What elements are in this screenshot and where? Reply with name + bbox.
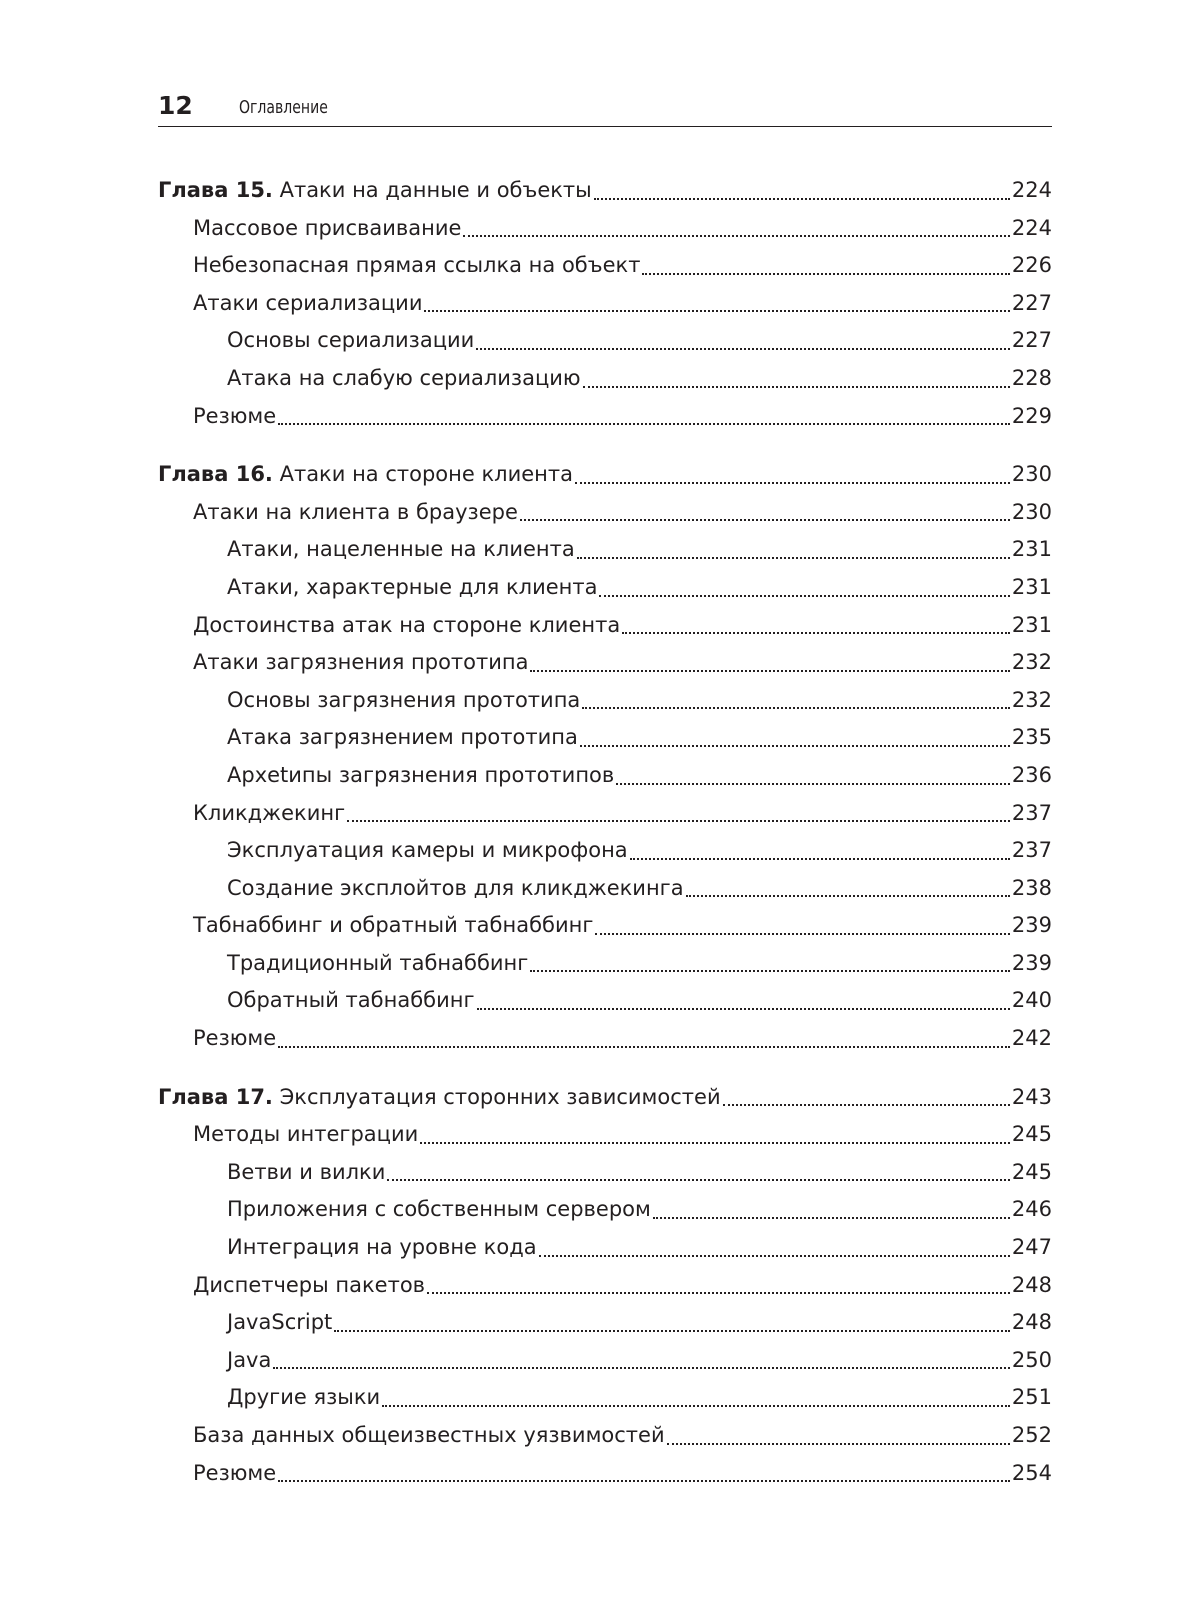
page-ref: 231: [1011, 612, 1052, 637]
page-ref: 236: [1011, 762, 1052, 787]
toc-subentry: [158, 1379, 1052, 1417]
chapter-17: [158, 1079, 1052, 1493]
dot-leader: [382, 1405, 1010, 1407]
toc-subentry: [158, 945, 1052, 983]
toc-entry: [158, 795, 1052, 833]
page-ref: 230: [1011, 499, 1052, 524]
dot-leader: [630, 858, 1010, 860]
page-ref: 254: [1011, 1460, 1052, 1485]
dot-leader: [530, 970, 1010, 972]
entry-title: Ветви и вилки: [227, 1159, 386, 1184]
page-ref: 246: [1011, 1197, 1052, 1222]
dot-leader: [642, 273, 1009, 275]
page-ref: 237: [1011, 838, 1052, 863]
toc-entry: [158, 398, 1052, 436]
dot-leader: [653, 1217, 1010, 1219]
dot-leader: [424, 310, 1009, 312]
entry-title: Другие языки: [227, 1385, 381, 1410]
page-ref: 226: [1011, 253, 1052, 278]
page-ref: 227: [1011, 328, 1052, 353]
toc-entry: [158, 907, 1052, 945]
entry-title: Табнаббинг и обратный табнаббинг: [193, 913, 594, 938]
page-ref: 239: [1011, 950, 1052, 975]
page-ref: 245: [1011, 1122, 1052, 1147]
dot-leader: [530, 670, 1009, 672]
page-ref: 239: [1011, 913, 1052, 938]
dot-leader: [463, 235, 1009, 237]
section-title: Оглавление: [239, 97, 328, 118]
dot-leader: [723, 1104, 1010, 1106]
page-ref: 252: [1011, 1423, 1052, 1447]
entry-title: Методы интеграции: [193, 1122, 419, 1147]
dot-leader: [278, 1480, 1010, 1482]
entry-title: Java: [227, 1347, 272, 1372]
entry-title: Атаки, характерные для клиента: [227, 574, 598, 599]
dot-leader: [686, 895, 1010, 897]
toc-subentry: [158, 1191, 1052, 1229]
chapter-title: [158, 456, 573, 494]
dot-leader: [599, 595, 1009, 597]
toc-subentry: [158, 757, 1052, 795]
page-ref: 235: [1011, 725, 1052, 750]
entry-title: Атаки на клиента в браузере: [193, 499, 518, 524]
toc-subentry: [158, 569, 1052, 607]
toc-subentry: [158, 870, 1052, 908]
dot-leader: [477, 1008, 1010, 1010]
toc-entry: [158, 1116, 1052, 1154]
page-ref: 237: [1011, 800, 1052, 825]
dot-leader: [667, 1443, 1010, 1445]
toc-entry: [158, 1267, 1052, 1305]
entry-title: Достоинства атак на стороне клиента: [193, 612, 621, 637]
page-ref: 227: [1011, 290, 1052, 315]
toc-subentry: [158, 360, 1052, 398]
chapter-name: Атаки на данные и объекты: [279, 178, 592, 202]
chapter-name: Эксплуатация сторонних зависимостей: [279, 1084, 721, 1109]
dot-leader: [427, 1292, 1010, 1294]
toc-entry: [158, 1020, 1052, 1058]
chapter-heading: [158, 456, 1052, 494]
entry-title: Кликджекинг: [193, 800, 346, 825]
entry-title: Небезопасная прямая ссылка на объект: [193, 253, 641, 278]
page-ref: 232: [1011, 687, 1052, 712]
entry-title: Атака на слабую сериализацию: [227, 365, 581, 390]
page-ref: 230: [1011, 462, 1052, 487]
toc-entry: [158, 210, 1052, 248]
page-ref: 251: [1011, 1385, 1052, 1410]
page-header: [158, 86, 1052, 126]
dot-leader: [420, 1142, 1010, 1144]
entry-title: Резюме: [193, 1460, 277, 1485]
chapter-label: Глава 16.: [158, 462, 273, 487]
page-ref: 228: [1011, 365, 1052, 390]
chapter-16: [158, 456, 1052, 1058]
entry-title: Атаки загрязнения прототипа: [193, 650, 529, 675]
dot-leader: [582, 707, 1010, 709]
page-ref: 243: [1011, 1084, 1052, 1109]
toc-entry: [158, 285, 1052, 323]
toc-subentry: [158, 1342, 1052, 1380]
page-ref: 245: [1011, 1159, 1052, 1184]
dot-leader: [577, 557, 1010, 559]
chapter-heading: [158, 172, 1052, 210]
entry-title: Создание эксплойтов для кликджекинга: [227, 875, 684, 900]
page-ref: 231: [1011, 537, 1052, 562]
dot-leader: [622, 632, 1010, 634]
page-number: 12: [158, 91, 193, 120]
dot-leader: [580, 745, 1010, 747]
page-ref: 224: [1011, 178, 1052, 202]
entry-title: Основы загрязнения прототипа: [227, 687, 581, 712]
toc-entry: [158, 607, 1052, 645]
toc-subentry: [158, 682, 1052, 720]
entry-title: Массовое присваивание: [193, 215, 462, 240]
dot-leader: [347, 820, 1010, 822]
dot-leader: [278, 1046, 1010, 1048]
toc-subentry: [158, 719, 1052, 757]
toc-entry: [158, 247, 1052, 285]
dot-leader: [575, 482, 1010, 484]
page-ref: 248: [1011, 1272, 1052, 1297]
toc-subentry: [158, 531, 1052, 569]
chapter-title: [158, 172, 592, 210]
toc-subentry: [158, 322, 1052, 360]
entry-title: Резюме: [193, 1026, 277, 1051]
dot-leader: [520, 519, 1010, 521]
page-ref: 231: [1011, 574, 1052, 599]
toc-entry: [158, 1417, 1052, 1455]
entry-title: База данных общеизвестных уязвимостей: [193, 1423, 665, 1447]
entry-title: Археtипы загрязнения прототипов: [227, 762, 615, 787]
page-ref: 250: [1011, 1347, 1052, 1372]
page-ref: 240: [1011, 988, 1052, 1013]
dot-leader: [278, 423, 1010, 425]
entry-title: Атаки, нацеленные на клиента: [227, 537, 575, 562]
entry-title: Эксплуатация камеры и микрофона: [227, 838, 628, 863]
dot-leader: [476, 348, 1010, 350]
entry-title: Интеграция на уровне кода: [227, 1235, 537, 1260]
entry-title: Обратный табнаббинг: [227, 988, 475, 1013]
dot-leader: [583, 386, 1010, 388]
dot-leader: [616, 783, 1010, 785]
toc-entry: [158, 494, 1052, 532]
dot-leader: [334, 1330, 1010, 1332]
toc-subentry: [158, 982, 1052, 1020]
entry-title: Диспетчеры пакетов: [193, 1272, 426, 1297]
toc-subentry: [158, 832, 1052, 870]
page-ref: 238: [1011, 875, 1052, 900]
toc-subentry: [158, 1229, 1052, 1267]
entry-title: Атаки сериализации: [193, 290, 423, 315]
dot-leader: [594, 198, 1010, 200]
entry-title: Традиционный табнаббинг: [227, 950, 529, 975]
page-ref: 229: [1011, 403, 1052, 428]
dot-leader: [387, 1179, 1010, 1181]
dot-leader: [273, 1367, 1010, 1369]
entry-title: JavaScript: [227, 1310, 333, 1335]
dot-leader: [539, 1255, 1010, 1257]
dot-leader: [595, 933, 1010, 935]
entry-title: Резюме: [193, 403, 277, 428]
chapter-heading: [158, 1079, 1052, 1117]
page-ref: 248: [1011, 1310, 1052, 1335]
page-ref: 242: [1011, 1026, 1052, 1051]
chapter-name: Атаки на стороне клиента: [279, 462, 573, 487]
table-of-contents: [158, 172, 1052, 1513]
entry-title: Приложения с собственным сервером: [227, 1197, 651, 1222]
chapter-label: Глава 17.: [158, 1084, 273, 1109]
page-ref: 224: [1011, 215, 1052, 240]
chapter-15: [158, 172, 1052, 435]
toc-entry: [158, 1455, 1052, 1493]
toc-entry: [158, 644, 1052, 682]
chapter-label: Глава 15.: [158, 178, 273, 202]
toc-subentry: [158, 1304, 1052, 1342]
page-ref: 232: [1011, 650, 1052, 675]
chapter-title: [158, 1079, 721, 1117]
page-ref: 247: [1011, 1235, 1052, 1260]
entry-title: Основы сериализации: [227, 328, 475, 353]
entry-title: Атака загрязнением прототипа: [227, 725, 578, 750]
header-rule: [158, 126, 1052, 127]
toc-subentry: [158, 1154, 1052, 1192]
